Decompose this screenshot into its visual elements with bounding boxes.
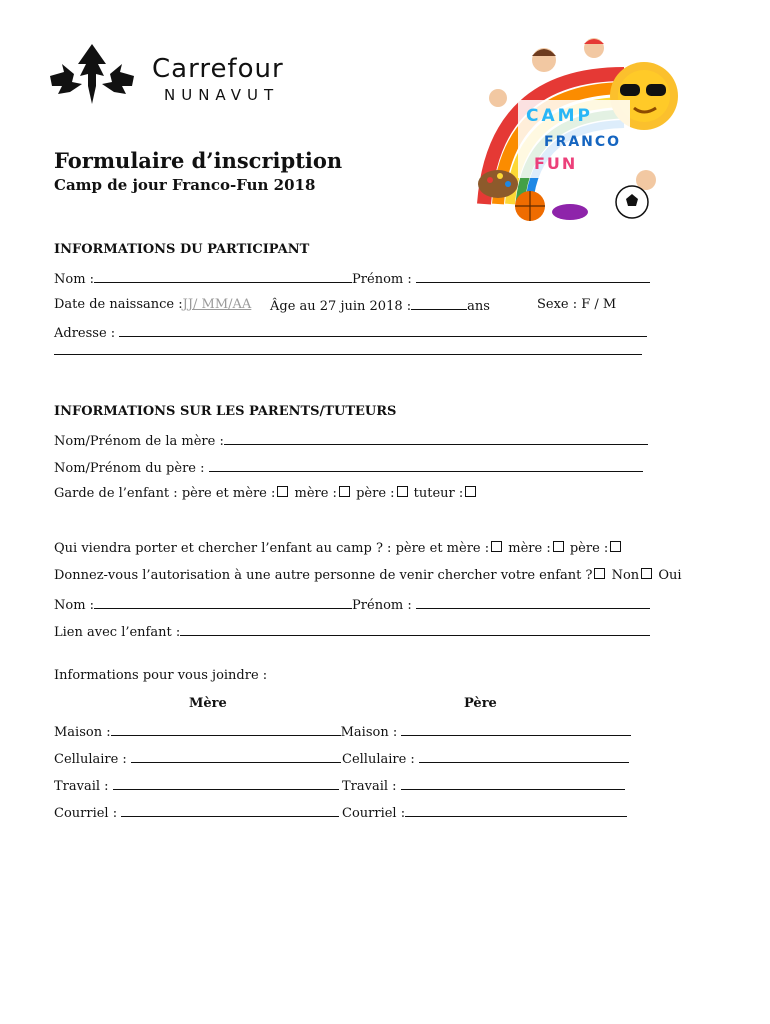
- maple-arrow-icon: [48, 42, 136, 106]
- contact-col-pere: Père: [464, 696, 497, 711]
- dob-label: Date de naissance :: [54, 297, 183, 312]
- participant-heading: INFORMATIONS DU PARTICIPANT: [54, 242, 310, 257]
- lien-row: [54, 623, 650, 640]
- auth-question: Donnez-vous l’autorisation à une autre personne de venir chercher votre enfant ?: [54, 568, 593, 583]
- pickup-prenom-label: Prénom :: [352, 598, 412, 613]
- mere-maison-field[interactable]: [111, 723, 341, 736]
- pere-cellulaire-field[interactable]: [419, 750, 629, 763]
- adresse-field[interactable]: [119, 324, 647, 337]
- garde-pere-checkbox[interactable]: [397, 486, 408, 497]
- camp-word-camp: CAMP: [526, 106, 594, 126]
- mere-row: [54, 432, 648, 449]
- pere-label: Nom/Prénom du père :: [54, 461, 205, 476]
- dob-field[interactable]: JJ/ MM/AA: [182, 297, 252, 312]
- camp-word-franco: FRANCO: [544, 134, 622, 150]
- age-field[interactable]: [411, 297, 467, 310]
- lien-label: Lien avec l’enfant :: [54, 625, 181, 640]
- parents-heading: INFORMATIONS SUR LES PARENTS/TUTEURS: [54, 404, 397, 419]
- participant-address-row: [54, 324, 647, 341]
- courriel-row: [54, 804, 339, 821]
- contact-intro: Informations pour vous joindre :: [54, 668, 268, 683]
- lien-field[interactable]: [180, 623, 650, 636]
- pere-courriel-field[interactable]: [405, 804, 627, 817]
- garde-row: [54, 486, 478, 501]
- pickup-question: Qui viendra porter et chercher l’enfant au camp ? :: [54, 541, 392, 556]
- garde-tuteur-label: tuteur :: [413, 486, 464, 501]
- garde-pere-label: père :: [356, 486, 395, 501]
- contact-col-mere: Mère: [189, 696, 227, 711]
- auth-row: [54, 568, 682, 583]
- mere-cellulaire-label: Cellulaire :: [54, 752, 127, 767]
- pickup-mere-checkbox[interactable]: [553, 541, 564, 552]
- page-title: Formulaire d’inscription: [54, 148, 343, 173]
- pickup-row: [54, 541, 623, 556]
- mere-courriel-label: Courriel :: [54, 806, 118, 821]
- prenom-field[interactable]: [416, 270, 650, 283]
- travail-row: [54, 777, 339, 794]
- mere-field[interactable]: [224, 432, 648, 445]
- pickup-pere-label: père :: [569, 541, 609, 556]
- garde-mere-checkbox[interactable]: [339, 486, 350, 497]
- pickup-name-row: [54, 596, 650, 613]
- auth-oui-label: Oui: [658, 568, 682, 583]
- maison-row: [54, 723, 631, 740]
- mere-cellulaire-field[interactable]: [131, 750, 341, 763]
- auth-non-checkbox[interactable]: [594, 568, 605, 579]
- courriel-row-pere: [342, 804, 627, 821]
- age-unit: ans: [467, 299, 490, 314]
- pere-cellulaire-label: Cellulaire :: [342, 752, 415, 767]
- garde-label: Garde de l’enfant :: [54, 486, 178, 501]
- pere-row: [54, 459, 643, 476]
- participant-age-row: [270, 297, 490, 314]
- auth-oui-checkbox[interactable]: [641, 568, 652, 579]
- mere-maison-label: Maison :: [54, 725, 111, 740]
- nom-label: Nom :: [54, 272, 95, 287]
- garde-tuteur-checkbox[interactable]: [465, 486, 476, 497]
- pere-maison-field[interactable]: [401, 723, 631, 736]
- pere-courriel-label: Courriel :: [342, 806, 406, 821]
- pickup-both-label: père et mère :: [395, 541, 490, 556]
- pickup-pere-checkbox[interactable]: [610, 541, 621, 552]
- participant-dob-row: [54, 297, 251, 312]
- cellulaire-row-pere: [342, 750, 629, 767]
- prenom-label: Prénom :: [352, 272, 412, 287]
- nom-field[interactable]: [94, 270, 352, 283]
- pere-maison-label: Maison :: [340, 725, 398, 740]
- mere-courriel-field[interactable]: [121, 804, 339, 817]
- camp-word-fun: FUN: [534, 154, 578, 173]
- pere-travail-field[interactable]: [401, 777, 625, 790]
- camp-logo: [474, 34, 684, 226]
- camp-illustration: [474, 34, 684, 226]
- mere-travail-field[interactable]: [113, 777, 339, 790]
- cellulaire-row: [54, 750, 341, 767]
- page-subtitle: Camp de jour Franco-Fun 2018: [54, 176, 316, 194]
- pickup-nom-field[interactable]: [94, 596, 352, 609]
- travail-row-pere: [342, 777, 625, 794]
- mere-label: Nom/Prénom de la mère :: [54, 434, 224, 449]
- sexe-field[interactable]: Sexe : F / M: [537, 297, 617, 312]
- pickup-mere-label: mère :: [508, 541, 551, 556]
- carrefour-logo: [48, 42, 308, 108]
- pickup-both-checkbox[interactable]: [491, 541, 502, 552]
- garde-both-checkbox[interactable]: [277, 486, 288, 497]
- mere-travail-label: Travail :: [54, 779, 109, 794]
- age-label: Âge au 27 juin 2018 :: [270, 299, 412, 314]
- garde-both-label: père et mère :: [181, 486, 276, 501]
- adresse-label: Adresse :: [54, 326, 116, 341]
- pere-field[interactable]: [209, 459, 643, 472]
- org-name: Carrefour: [152, 54, 284, 84]
- pere-travail-label: Travail :: [342, 779, 397, 794]
- garde-mere-label: mère :: [294, 486, 337, 501]
- org-region: NUNAVUT: [164, 86, 280, 104]
- pickup-prenom-field[interactable]: [416, 596, 650, 609]
- auth-non-label: Non: [611, 568, 640, 583]
- participant-name-row: [54, 270, 650, 287]
- adresse-field-line2[interactable]: [54, 354, 642, 355]
- pickup-nom-label: Nom :: [54, 598, 95, 613]
